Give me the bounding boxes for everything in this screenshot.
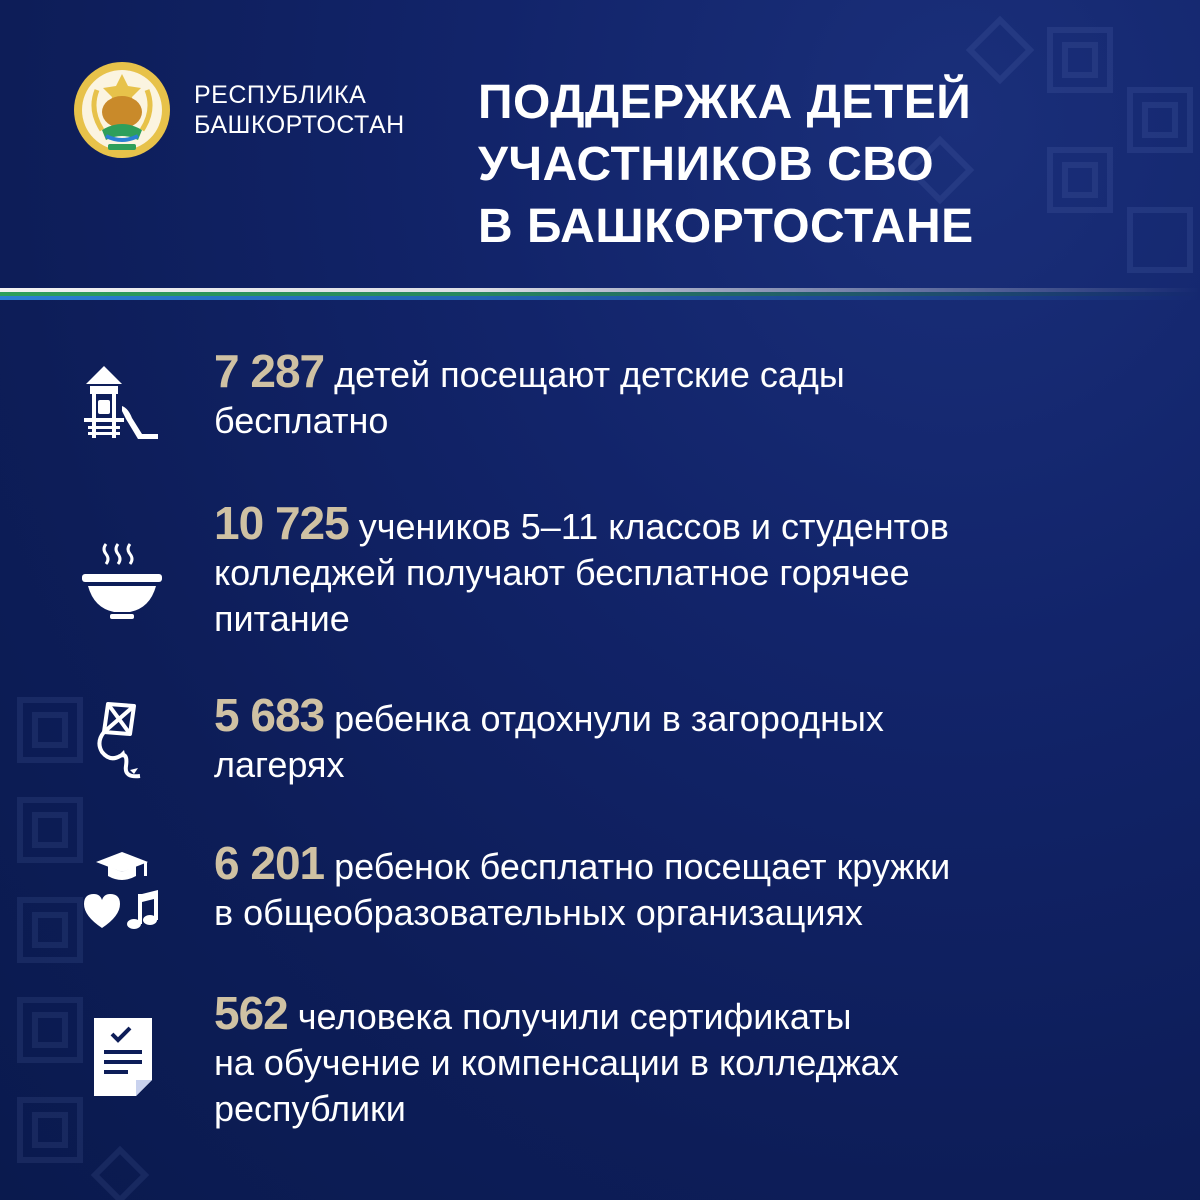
stat-description-line-1: ребенка отдохнули в загородных (324, 698, 884, 739)
stat-number: 10 725 (214, 497, 349, 549)
flag-stripe (0, 288, 1200, 302)
certificate-icon (78, 1014, 168, 1104)
stat-text (214, 689, 1164, 788)
region-name (194, 80, 405, 140)
stat-text (214, 987, 1164, 1132)
title-line-2: УЧАСТНИКОВ СВО (478, 138, 935, 191)
stat-text (214, 497, 1164, 642)
stat-number: 5 683 (214, 689, 325, 741)
stat-number: 562 (214, 987, 288, 1039)
page-title (478, 72, 974, 258)
soup-bowl-icon (78, 534, 168, 624)
stat-text (214, 837, 1164, 936)
stat-description-line-2: колледжей получают бесплатное горячее (214, 552, 910, 593)
stat-description-line-1: детей посещают детские сады (324, 354, 845, 395)
stat-description-line-1: ребенок бесплатно посещает кружки (324, 846, 951, 887)
stat-description-line-1: человека получили сертификаты (287, 996, 852, 1037)
stat-description-line-3: питание (214, 598, 350, 639)
stat-description-line-2: на обучение и компенсации в колледжах (214, 1042, 899, 1083)
stat-number: 7 287 (214, 345, 325, 397)
stat-description-line-2: лагерях (214, 744, 345, 785)
kite-icon (78, 698, 168, 788)
stat-description-line-1: учеников 5–11 классов и студентов (348, 506, 949, 547)
stat-description-line-2: в общеобразовательных организациях (214, 892, 863, 933)
header (0, 0, 1200, 300)
region-line-1: РЕСПУБЛИКА (194, 81, 367, 109)
region-line-2: БАШКОРТОСТАН (194, 111, 405, 139)
stat-description-line-2: бесплатно (214, 400, 389, 441)
title-line-3: В БАШКОРТОСТАНЕ (478, 200, 974, 253)
title-line-1: ПОДДЕРЖКА ДЕТЕЙ (478, 76, 972, 129)
bashkortostan-emblem-icon (72, 60, 172, 160)
flag-stripe-blue (0, 296, 1200, 300)
stat-text (214, 345, 1164, 444)
hobby-icon (78, 850, 168, 940)
playground-icon (78, 358, 168, 448)
stat-number: 6 201 (214, 837, 325, 889)
stat-description-line-3: республики (214, 1088, 406, 1129)
